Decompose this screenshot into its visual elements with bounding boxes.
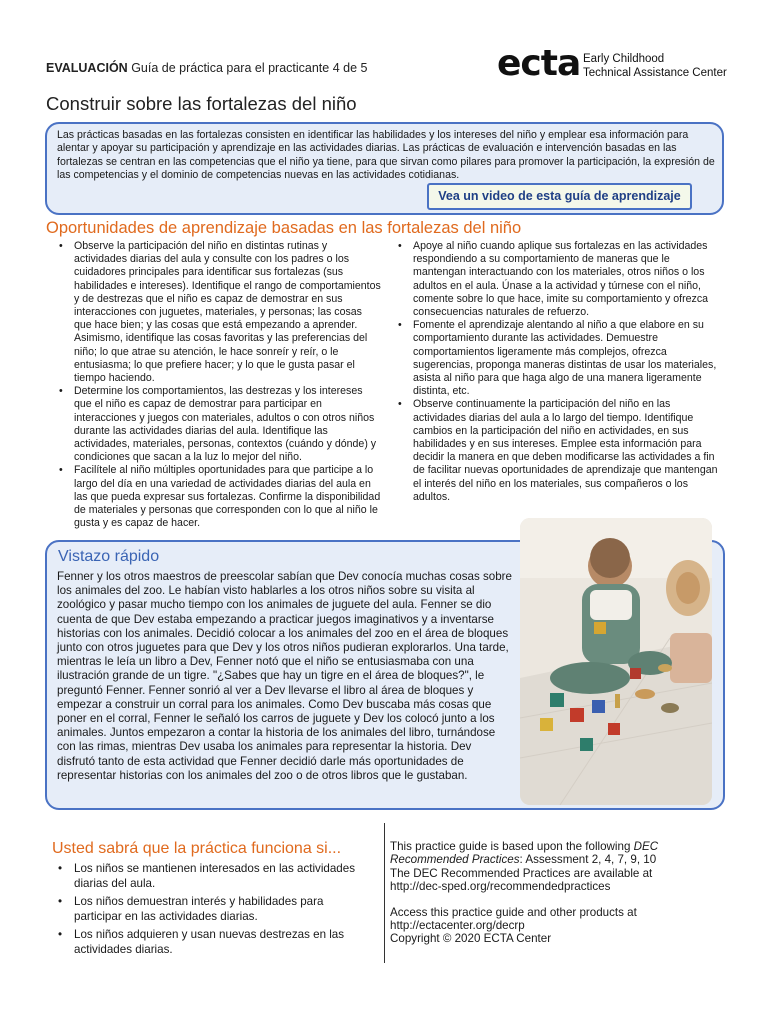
child-playing-photo	[520, 518, 712, 805]
logo-subtitle: Early Childhood Technical Assistance Center	[583, 53, 727, 79]
glance-text: Fenner y los otros maestros de preescolar sabían que Dev conocía muchas cosas sobre los animales del zoo. Le habían visto hablarles a los otros niños sobre su visita al zoológico y pasar mucho tiempo con los animales de juguete del aula. Fenner se dio cuenta de que Dev estaba empezando a practicar juegos imaginativos y a inventarse historias con los animales. Decidió colocar a los animales del zoo en el área de bloques junto con otros juguetes para que Dev y los otros niños pudieran explorarlos. Una tarde, mientras le leía un libro a Dev, Fenner notó que el niño se entusiasmaba con una ilustración grande de un tigre. "¿Sabes que hay un tigre en el área de bloques?", le preguntó Fenner. Fenner sonrió al ver a Dev llevarse el libro al área de bloques y empezar a construir un corral para los animales. Como Dev buscaba más cosas que poner en el corral, Fenner le señaló los carros de juguete y Dev los colocó junto a los animales. Juntos empezaron a contar la historia de los animales del libro, turnándose con las rimas, mientras Dev usaba los animales para representar la historia. Dev disfrutó tanto de esta actividad que Fenner decidió darle más oportunidades de representar historias con los animales del zoo o de otros libros que le gustaban.	[57, 570, 512, 782]
guide-label: EVALUACIÓN Guía de práctica para el practicante 4 de 5	[46, 61, 368, 75]
credits	[390, 840, 730, 958]
intro-text: Las prácticas basadas en las fortalezas consisten en identificar las habilidades y los intereses del niño y emplear esa información para alentar y apoyar su participación y aprendizaje en las actividades diarias. Las prácticas de evaluación e intervención basadas en las fortalezas se centran en las competencias que el niño ya tiene, para que sirvan como pilares para promover la participación, la expresión de las competencias y el dominio de competencias nuevas en las actividades cotidianas.	[57, 129, 715, 181]
list-item: • Los niños se mantienen interesados en las actividades diarias del aula.	[52, 862, 372, 891]
ecta-logo[interactable]	[497, 43, 737, 84]
list-item: • Observe continuamente la participación del niño en las actividades diarias del aula a lo largo del tiempo. Identifique cambios en la participación del niño en actividades, en sus habilidades y en sus intereses. Emplee esta información para decidir la manera en que deben modificarse las actividades a fin de facilitar nuevas oportunidades de aprendizaje que mantengan el interés del niño en los materiales, sus compañeros o los adultos.	[385, 398, 725, 504]
opportunities-heading: Oportunidades de aprendizaje basadas en las fortalezas del niño	[46, 219, 522, 237]
logo-wordmark: ecta	[497, 43, 581, 84]
list-item: • Los niños demuestran interés y habilidades para participar en las actividades diarias.	[52, 895, 372, 924]
list-item: • Fomente el aprendizaje alentando al niño a que elabore en su comportamiento durante las actividades. Demuestre comportamientos ligeramente más complejos, ofrezca sugerencias, proponga maneras distintas de usar los materiales, asista al niño para que haga algo de una manera ligeramente distinta, etc.	[385, 319, 725, 398]
list-item: • Observe la participación del niño en distintas rutinas y actividades diarias del aula y consulte con los padres o los cuidadores principales para identificar sus fortalezas (sus habilidades e intereses). Identifique el rango de comportamientos y de destrezas que el niño es capaz de demostrar en sus interacciones con juguetes, materiales, y personas; las cosas que hace bien; y las cosas que está empezando a aprender. Asimismo, identifique las cosas favoritas y las preferencias del niño; lo que atrae su atención, le hace sonreír y reír, o le entusiasma; lo que prefiere hacer; y lo que le gusta pasar el tiempo haciendo.	[46, 240, 381, 385]
divider	[384, 823, 385, 963]
page-title: Construir sobre las fortalezas del niño	[46, 93, 357, 114]
opportunities-right-column	[385, 240, 725, 504]
list-item: • Los niños adquieren y usan nuevas destrezas en las actividades diarias.	[52, 928, 372, 957]
copyright: Copyright © 2020 ECTA Center	[390, 932, 552, 946]
photo-illustration	[520, 518, 712, 805]
credits-practices: This practice guide is based upon the following DEC Recommended Practices: Assessment 2, 4, 7, 9, 10 The DEC Recommended Practices are available at http://dec-sped.org/recommendedpractices	[390, 840, 659, 894]
video-link-button[interactable]: Vea un video de esta guía de aprendizaje	[427, 183, 692, 210]
list-item: • Apoye al niño cuando aplique sus fortalezas en las actividades respondiendo a su comportamiento de maneras que le mantengan interactuando con los materiales, otros niños o los adultos en el aula. Únase a la actividad y túrnese con el niño, comente sobre lo que hace, imite su comportamiento y ofrezca consecuencias naturales de refuerzo.	[385, 240, 725, 319]
credits-access: Access this practice guide and other products at http://ectacenter.org/decrp Copyright © 2020 ECTA Center	[390, 905, 637, 946]
list-item: • Facilítele al niño múltiples oportunidades para que participe a lo largo del día en una variedad de actividades diarias del aula en las que pueda expresar sus fortalezas. Confirme la disponibilidad de materiales y personas que corresponden con lo que al niño le gusta y es capaz de hacer.	[46, 464, 381, 530]
dec-link[interactable]: http://dec-sped.org/recommendedpractices	[390, 880, 611, 894]
glance-heading: Vistazo rápido	[58, 548, 160, 565]
opportunities-left-column	[46, 240, 381, 530]
works-heading: Usted sabrá que la práctica funciona si...	[52, 840, 342, 857]
works-list	[52, 862, 372, 961]
list-item: • Determine los comportamientos, las destrezas y los intereses que el niño es capaz de demostrar para participar en interacciones y juegos con materiales, adultos o con otros niños durante las actividades diarias del aula. Identifique las actividades, materiales, personas, contextos (cuándo y dónde) y condiciones que sacan a la luz lo mejor del niño.	[46, 385, 381, 464]
ecta-link[interactable]: http://ectacenter.org/decrp	[390, 919, 525, 933]
